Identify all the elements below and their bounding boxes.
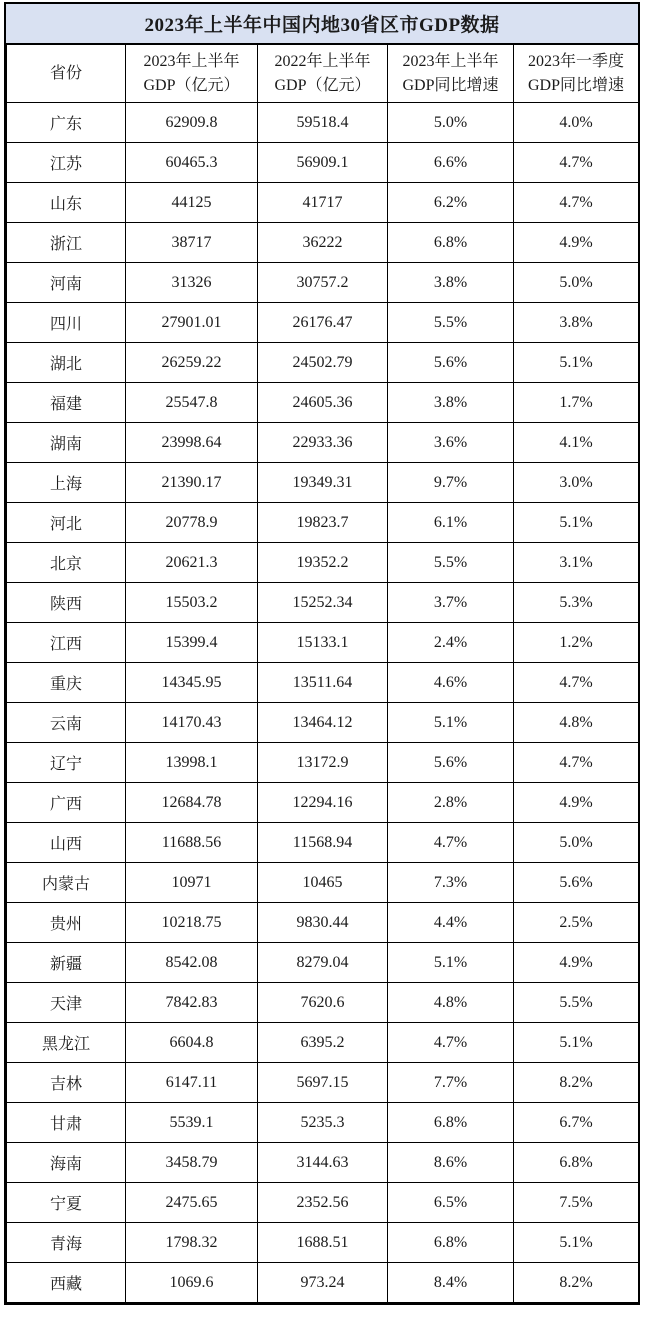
table-row	[7, 423, 639, 463]
growth-h1-cell: 5.1%	[388, 943, 514, 983]
gdp-2022-cell: 7620.6	[258, 983, 388, 1023]
gdp-2022-cell: 19352.2	[258, 543, 388, 583]
table-row	[7, 143, 639, 183]
table-row	[7, 463, 639, 503]
gdp-2023-cell: 10218.75	[126, 903, 258, 943]
growth-h1-cell: 6.8%	[388, 1223, 514, 1263]
province-cell: 海南	[7, 1143, 126, 1183]
province-cell: 甘肃	[7, 1103, 126, 1143]
growth-q1-cell: 5.1%	[514, 1023, 639, 1063]
gdp-2022-cell: 19823.7	[258, 503, 388, 543]
province-cell: 陕西	[7, 583, 126, 623]
growth-h1-cell: 5.6%	[388, 743, 514, 783]
province-cell: 河南	[7, 263, 126, 303]
gdp-2023-cell: 23998.64	[126, 423, 258, 463]
table-row	[7, 863, 639, 903]
gdp-2023-cell: 6147.11	[126, 1063, 258, 1103]
column-header-gdp-2022	[258, 45, 388, 103]
gdp-2023-cell: 44125	[126, 183, 258, 223]
header-line: GDP（亿元）	[274, 76, 371, 94]
gdp-2022-cell: 12294.16	[258, 783, 388, 823]
growth-q1-cell: 2.5%	[514, 903, 639, 943]
gdp-2022-cell: 10465	[258, 863, 388, 903]
gdp-2022-cell: 3144.63	[258, 1143, 388, 1183]
table-row	[7, 623, 639, 663]
table-row	[7, 543, 639, 583]
growth-h1-cell: 6.6%	[388, 143, 514, 183]
growth-q1-cell: 4.7%	[514, 663, 639, 703]
growth-q1-cell: 5.1%	[514, 1223, 639, 1263]
gdp-2022-cell: 13511.64	[258, 663, 388, 703]
header-line: GDP同比增速	[402, 76, 499, 94]
gdp-2022-cell: 13464.12	[258, 703, 388, 743]
growth-q1-cell: 4.7%	[514, 183, 639, 223]
growth-h1-cell: 6.5%	[388, 1183, 514, 1223]
column-header-province	[7, 45, 126, 103]
gdp-2023-cell: 25547.8	[126, 383, 258, 423]
growth-q1-cell: 4.0%	[514, 103, 639, 143]
growth-q1-cell: 4.8%	[514, 703, 639, 743]
gdp-2023-cell: 15503.2	[126, 583, 258, 623]
province-cell: 天津	[7, 983, 126, 1023]
growth-q1-cell: 7.5%	[514, 1183, 639, 1223]
province-cell: 山西	[7, 823, 126, 863]
province-cell: 江苏	[7, 143, 126, 183]
province-cell: 云南	[7, 703, 126, 743]
header-line: 2022年上半年	[274, 53, 371, 71]
gdp-2022-cell: 2352.56	[258, 1183, 388, 1223]
growth-h1-cell: 5.0%	[388, 103, 514, 143]
gdp-2022-cell: 5697.15	[258, 1063, 388, 1103]
gdp-2022-cell: 1688.51	[258, 1223, 388, 1263]
gdp-2023-cell: 6604.8	[126, 1023, 258, 1063]
province-cell: 新疆	[7, 943, 126, 983]
gdp-2023-cell: 14345.95	[126, 663, 258, 703]
gdp-2022-cell: 59518.4	[258, 103, 388, 143]
growth-h1-cell: 8.6%	[388, 1143, 514, 1183]
growth-q1-cell: 8.2%	[514, 1063, 639, 1103]
province-cell: 上海	[7, 463, 126, 503]
growth-h1-cell: 9.7%	[388, 463, 514, 503]
gdp-2022-cell: 15252.34	[258, 583, 388, 623]
growth-q1-cell: 5.5%	[514, 983, 639, 1023]
gdp-2022-cell: 15133.1	[258, 623, 388, 663]
table-row	[7, 503, 639, 543]
table-row	[7, 343, 639, 383]
gdp-2023-cell: 21390.17	[126, 463, 258, 503]
table-row	[7, 103, 639, 143]
gdp-2022-cell: 19349.31	[258, 463, 388, 503]
province-cell: 青海	[7, 1223, 126, 1263]
gdp-2023-cell: 13998.1	[126, 743, 258, 783]
province-cell: 江西	[7, 623, 126, 663]
header-line: 2023年一季度	[527, 53, 624, 71]
table-row	[7, 1183, 639, 1223]
table-row	[7, 263, 639, 303]
table-row	[7, 903, 639, 943]
gdp-2023-cell: 8542.08	[126, 943, 258, 983]
gdp-2023-cell: 20778.9	[126, 503, 258, 543]
growth-q1-cell: 3.1%	[514, 543, 639, 583]
growth-q1-cell: 4.9%	[514, 783, 639, 823]
growth-q1-cell: 5.1%	[514, 503, 639, 543]
growth-q1-cell: 3.8%	[514, 303, 639, 343]
growth-h1-cell: 3.7%	[388, 583, 514, 623]
growth-h1-cell: 4.4%	[388, 903, 514, 943]
province-cell: 河北	[7, 503, 126, 543]
province-cell: 浙江	[7, 223, 126, 263]
growth-h1-cell: 2.4%	[388, 623, 514, 663]
growth-h1-cell: 6.8%	[388, 223, 514, 263]
growth-h1-cell: 4.6%	[388, 663, 514, 703]
province-cell: 贵州	[7, 903, 126, 943]
gdp-2023-cell: 62909.8	[126, 103, 258, 143]
gdp-2022-cell: 24502.79	[258, 343, 388, 383]
growth-q1-cell: 1.2%	[514, 623, 639, 663]
growth-q1-cell: 4.7%	[514, 743, 639, 783]
table-row	[7, 1063, 639, 1103]
gdp-2023-cell: 20621.3	[126, 543, 258, 583]
header-row	[7, 45, 639, 103]
gdp-2022-cell: 973.24	[258, 1263, 388, 1303]
table-row	[7, 303, 639, 343]
gdp-2022-cell: 13172.9	[258, 743, 388, 783]
province-cell: 湖南	[7, 423, 126, 463]
gdp-2023-cell: 31326	[126, 263, 258, 303]
province-cell: 西藏	[7, 1263, 126, 1303]
province-cell: 北京	[7, 543, 126, 583]
table-body	[7, 103, 639, 1303]
table-row	[7, 1023, 639, 1063]
province-cell: 四川	[7, 303, 126, 343]
gdp-2022-cell: 22933.36	[258, 423, 388, 463]
province-cell: 黑龙江	[7, 1023, 126, 1063]
growth-q1-cell: 4.1%	[514, 423, 639, 463]
province-cell: 福建	[7, 383, 126, 423]
growth-h1-cell: 4.7%	[388, 1023, 514, 1063]
growth-q1-cell: 6.7%	[514, 1103, 639, 1143]
growth-q1-cell: 1.7%	[514, 383, 639, 423]
gdp-2022-cell: 56909.1	[258, 143, 388, 183]
growth-q1-cell: 4.7%	[514, 143, 639, 183]
table-row	[7, 823, 639, 863]
table-row	[7, 1223, 639, 1263]
gdp-2023-cell: 38717	[126, 223, 258, 263]
gdp-2023-cell: 10971	[126, 863, 258, 903]
gdp-2022-cell: 36222	[258, 223, 388, 263]
gdp-2023-cell: 7842.83	[126, 983, 258, 1023]
growth-q1-cell: 4.9%	[514, 943, 639, 983]
growth-q1-cell: 4.9%	[514, 223, 639, 263]
province-cell: 湖北	[7, 343, 126, 383]
growth-h1-cell: 8.4%	[388, 1263, 514, 1303]
growth-h1-cell: 4.8%	[388, 983, 514, 1023]
gdp-2023-cell: 3458.79	[126, 1143, 258, 1183]
gdp-2022-cell: 24605.36	[258, 383, 388, 423]
province-cell: 广西	[7, 783, 126, 823]
growth-q1-cell: 5.0%	[514, 823, 639, 863]
gdp-2022-cell: 6395.2	[258, 1023, 388, 1063]
growth-q1-cell: 5.3%	[514, 583, 639, 623]
column-header-growth-h1	[388, 45, 514, 103]
table-title: 2023年上半年中国内地30省区市GDP数据	[6, 4, 638, 44]
header-line: 2023年上半年	[402, 53, 499, 71]
growth-h1-cell: 6.8%	[388, 1103, 514, 1143]
gdp-2022-cell: 41717	[258, 183, 388, 223]
gdp-2023-cell: 5539.1	[126, 1103, 258, 1143]
table-row	[7, 583, 639, 623]
table-row	[7, 943, 639, 983]
growth-q1-cell: 5.6%	[514, 863, 639, 903]
gdp-2023-cell: 26259.22	[126, 343, 258, 383]
growth-h1-cell: 5.6%	[388, 343, 514, 383]
table-row	[7, 183, 639, 223]
gdp-2023-cell: 14170.43	[126, 703, 258, 743]
growth-h1-cell: 5.1%	[388, 703, 514, 743]
growth-h1-cell: 4.7%	[388, 823, 514, 863]
growth-h1-cell: 2.8%	[388, 783, 514, 823]
header-line: 省份	[49, 64, 82, 82]
growth-q1-cell: 5.0%	[514, 263, 639, 303]
growth-q1-cell: 5.1%	[514, 343, 639, 383]
gdp-2022-cell: 5235.3	[258, 1103, 388, 1143]
gdp-2023-cell: 27901.01	[126, 303, 258, 343]
header-line: 2023年上半年	[143, 53, 240, 71]
growth-h1-cell: 3.8%	[388, 383, 514, 423]
gdp-2023-cell: 1798.32	[126, 1223, 258, 1263]
header-line: GDP（亿元）	[143, 76, 240, 94]
table-row	[7, 743, 639, 783]
table-row	[7, 1263, 639, 1303]
gdp-2023-cell: 15399.4	[126, 623, 258, 663]
gdp-2022-cell: 11568.94	[258, 823, 388, 863]
gdp-2023-cell: 12684.78	[126, 783, 258, 823]
gdp-2023-cell: 11688.56	[126, 823, 258, 863]
province-cell: 广东	[7, 103, 126, 143]
gdp-2023-cell: 2475.65	[126, 1183, 258, 1223]
growth-h1-cell: 3.8%	[388, 263, 514, 303]
table-row	[7, 223, 639, 263]
province-cell: 吉林	[7, 1063, 126, 1103]
table-row	[7, 1103, 639, 1143]
growth-q1-cell: 6.8%	[514, 1143, 639, 1183]
table-row	[7, 983, 639, 1023]
growth-h1-cell: 6.1%	[388, 503, 514, 543]
growth-h1-cell: 7.3%	[388, 863, 514, 903]
table-row	[7, 783, 639, 823]
column-header-growth-q1	[514, 45, 639, 103]
growth-q1-cell: 8.2%	[514, 1263, 639, 1303]
province-cell: 内蒙古	[7, 863, 126, 903]
gdp-table-container	[4, 2, 640, 1305]
province-cell: 山东	[7, 183, 126, 223]
column-header-gdp-2023	[126, 45, 258, 103]
gdp-2022-cell: 30757.2	[258, 263, 388, 303]
growth-h1-cell: 5.5%	[388, 303, 514, 343]
province-cell: 宁夏	[7, 1183, 126, 1223]
table-row	[7, 703, 639, 743]
table-row	[7, 383, 639, 423]
gdp-2022-cell: 26176.47	[258, 303, 388, 343]
gdp-2023-cell: 1069.6	[126, 1263, 258, 1303]
gdp-table	[6, 44, 639, 1303]
growth-h1-cell: 5.5%	[388, 543, 514, 583]
growth-h1-cell: 6.2%	[388, 183, 514, 223]
province-cell: 重庆	[7, 663, 126, 703]
gdp-2023-cell: 60465.3	[126, 143, 258, 183]
table-row	[7, 663, 639, 703]
growth-h1-cell: 3.6%	[388, 423, 514, 463]
gdp-2022-cell: 8279.04	[258, 943, 388, 983]
growth-h1-cell: 7.7%	[388, 1063, 514, 1103]
table-row	[7, 1143, 639, 1183]
province-cell: 辽宁	[7, 743, 126, 783]
gdp-2022-cell: 9830.44	[258, 903, 388, 943]
header-line: GDP同比增速	[527, 76, 624, 94]
growth-q1-cell: 3.0%	[514, 463, 639, 503]
